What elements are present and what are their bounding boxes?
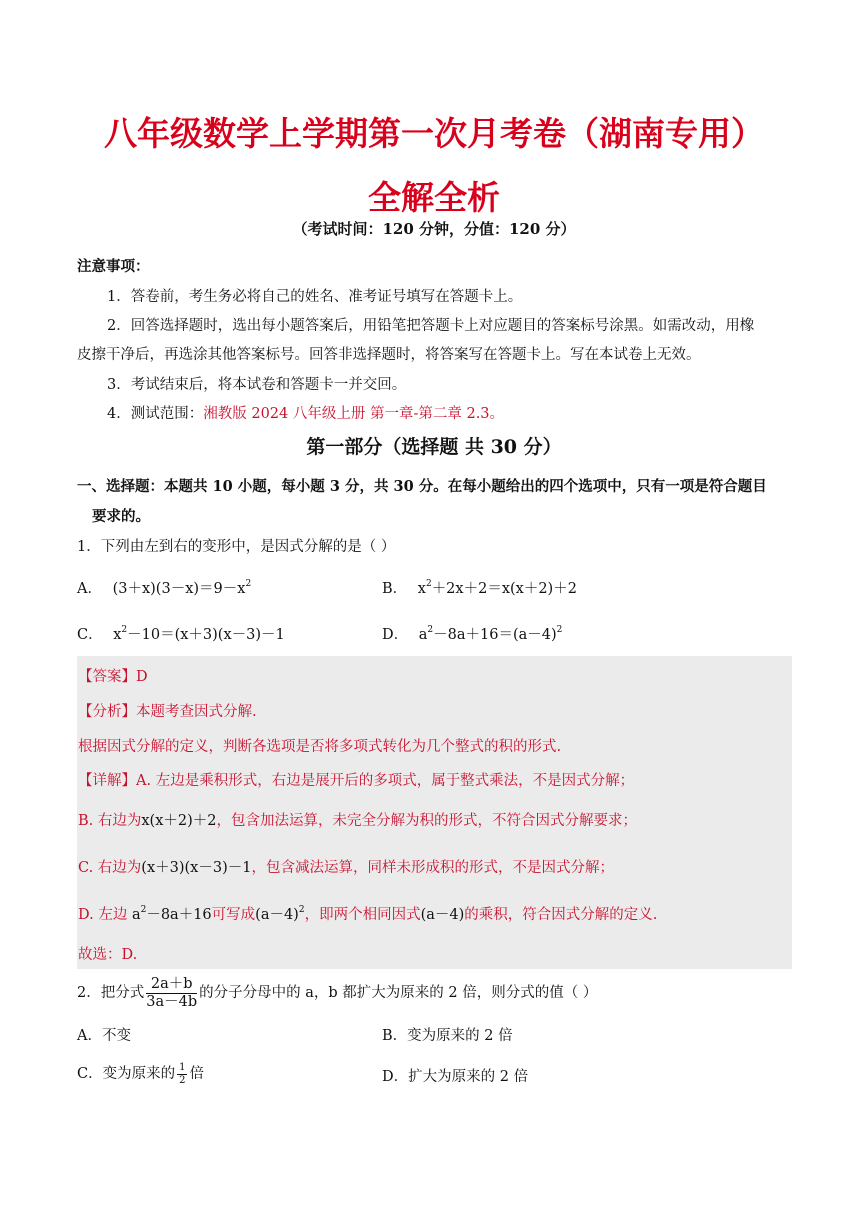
detail-d-text-4: 的乘积，符合因式分解的定义. [464,907,658,923]
q1-option-a [77,577,251,598]
detail-b-text-2: ，包含加法运算，未完全分解为积的形式，不符合因式分解要求； [216,813,637,829]
q1-option-b-exp: 2 [425,579,432,589]
q2-option-c-num: 1 [179,1062,186,1073]
solution-conclusion: 故选：D. [78,947,138,963]
q1-option-a-label: A． [77,581,102,597]
detail-d-expr-3: (a－4) [255,907,299,923]
solution-analysis: 【分析】本题考查因式分解. [78,704,257,720]
question-2-stem [77,976,597,1010]
section-intro: 一、选择题：本题共 10 小题，每小题 3 分，共 30 分。在每小题给出的四个选项中，只有一项是符合题目 [77,478,767,495]
section-title: 第一部分（选择题 共 30 分） [306,436,562,458]
q2-option-b: B．变为原来的 2 倍 [382,1028,513,1044]
q2-fraction-den: 3a－4b [146,993,198,1010]
q2-option-c-den: 2 [179,1074,186,1086]
detail-b-text: B. 右边为 [78,813,142,829]
q2-option-c [77,1062,204,1086]
q1-option-d-exp2: 2 [556,625,563,635]
detail-c-text: C. 右边为 [78,860,142,876]
q1-option-b-expr: ＋2x＋2＝x(x＋2)＋2 [431,581,577,597]
q2-fraction [146,976,197,1010]
q1-option-b [382,577,577,598]
q2-option-d: D．扩大为原来的 2 倍 [382,1069,529,1085]
notice-item: 2．回答选择题时，选出每小题答案后，用铅笔把答题卡上对应题目的答案标号涂黑。如需改动，用橡 [107,318,755,334]
document-subtitle: 全解全析 [368,178,500,217]
q1-option-d-expr: －8a＋16＝(a－4) [433,627,557,643]
q1-option-a-exp: 2 [245,579,252,589]
q1-option-d [382,623,562,644]
q2-option-c-text: C．变为原来的 [77,1066,176,1082]
q2-option-c-text-2: 倍 [189,1066,204,1082]
notice-item: 1．答卷前，考生务必将自己的姓名、准考证号填写在答题卡上。 [107,289,523,305]
q2-stem-2: 的分子分母中的 a，b 都扩大为原来的 2 倍，则分式的值（ ） [199,985,598,1002]
section-intro-continued: 要求的。 [92,508,150,525]
q1-option-d-base: a [418,627,428,643]
notice-item: 3．考试结束后，将本试卷和答题卡一并交回。 [107,377,407,393]
solution-answer: 【答案】D [78,669,148,685]
question-1-stem: 1．下列由左到右的变形中，是因式分解的是（ ） [77,539,396,555]
solution-detail-c [78,856,614,877]
q1-option-c-base: x [113,627,122,643]
q1-option-b-base: x [417,581,426,597]
document-title: 八年级数学上学期第一次月考卷（湖南专用） [104,114,764,153]
detail-d-exp2: 2 [298,905,305,915]
q1-option-c-exp: 2 [121,625,128,635]
q2-fraction-num: 2a＋b [146,976,197,994]
detail-d-text: D. 左边 [78,907,128,923]
detail-d-expr: －8a＋16 [146,907,212,923]
q1-option-b-label: B． [382,581,408,597]
q2-option-a: A．不变 [77,1028,131,1044]
notice-heading: 注意事项： [77,258,150,275]
q1-option-a-expr: (3＋x)(3－x)＝9－x [112,581,246,597]
q2-stem-1: 2．把分式 [77,985,145,1002]
solution-detail-b [78,809,637,830]
detail-c-text-2: ，包含减法运算，同样未形成积的形式，不是因式分解； [251,860,614,876]
exam-info: （考试时间：120 分钟，分值：120 分） [292,220,576,238]
solution-analysis-text: 根据因式分解的定义，判断各选项是否将多项式转化为几个整式的积的形式. [78,739,562,755]
notice-item-continued: 皮擦干净后，再选涂其他答案标号。回答非选择题时，将答案写在答题卡上。写在本试卷上无效。 [77,347,701,363]
detail-c-expr: (x＋3)(x－3)－1 [141,860,252,876]
detail-b-expr: x(x＋2)＋2 [141,813,217,829]
q1-option-c-label: C． [77,627,103,643]
detail-d-text-2: 可写成 [211,907,256,923]
detail-d-base: a [131,907,141,923]
notice-item-range [107,402,504,423]
detail-d-exp: 2 [140,905,147,915]
detail-d-text-3: ，即两个相同因式 [304,907,421,923]
detail-d-expr-4: (a－4) [420,907,465,923]
notice-range-prefix: 4．测试范围： [107,406,204,422]
notice-range-value: 湘教版 2024 八年级上册 第一章-第二章 2.3。 [203,406,505,422]
q1-option-d-label: D． [382,627,409,643]
q1-option-c-expr: －10＝(x＋3)(x－3)－1 [127,627,285,643]
q1-option-d-exp: 2 [427,625,434,635]
q2-option-c-fraction [177,1062,187,1086]
solution-detail-d [78,903,657,924]
q1-option-c [77,623,285,644]
solution-detail-a: 【详解】A. 左边是乘积形式，右边是展开后的多项式，属于整式乘法，不是因式分解； [78,773,635,789]
